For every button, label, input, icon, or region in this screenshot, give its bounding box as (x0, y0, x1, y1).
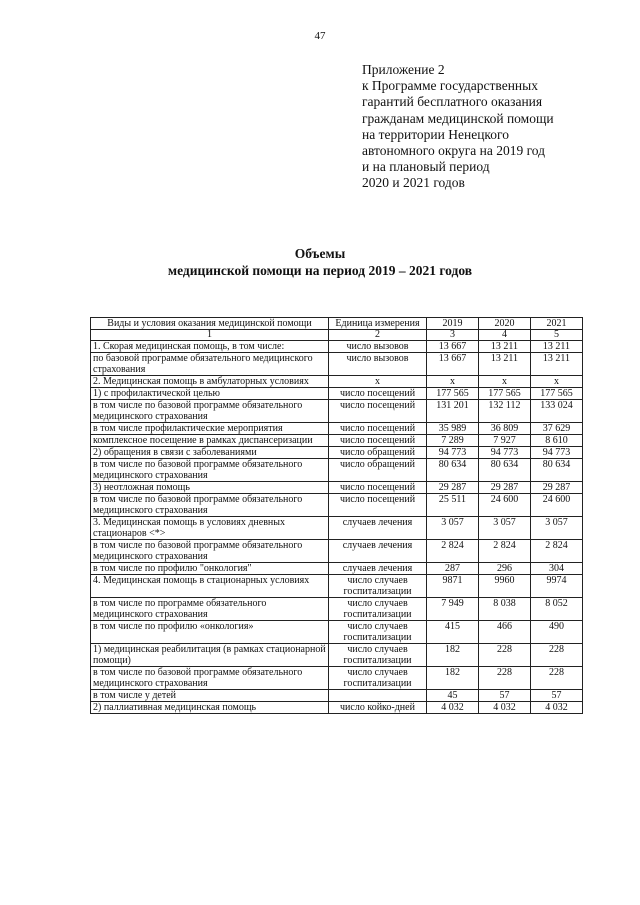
unit-cell: число посещений (329, 388, 427, 400)
value-2020-cell: 4 032 (479, 702, 531, 714)
column-number: 4 (479, 330, 531, 341)
value-2020-cell: 9960 (479, 575, 531, 598)
unit-cell: число посещений (329, 494, 427, 517)
appendix-line: на территории Ненецкого (362, 126, 510, 142)
value-2021-cell: 3 057 (531, 517, 583, 540)
column-number-row (91, 330, 583, 341)
unit-cell: случаев лечения (329, 517, 427, 540)
value-2019-cell: 287 (427, 563, 479, 575)
value-2019-cell: 182 (427, 667, 479, 690)
unit-cell: число койко-дней (329, 702, 427, 714)
table-row (91, 563, 583, 575)
value-2019-cell: 2 824 (427, 540, 479, 563)
value-2021-cell: 4 032 (531, 702, 583, 714)
table-row (91, 494, 583, 517)
value-2020-cell: 8 038 (479, 598, 531, 621)
value-2021-cell: 228 (531, 644, 583, 667)
value-2021-cell: 13 211 (531, 341, 583, 353)
type-cell: в том числе по базовой программе обязательного медицинского страхования (91, 459, 329, 482)
value-2019-cell: х (427, 376, 479, 388)
header-cell: Единица измерения (329, 318, 427, 330)
title-line: Объемы (294, 246, 346, 261)
value-2021-cell: 8 052 (531, 598, 583, 621)
type-cell: 2) паллиативная медицинская помощь (91, 702, 329, 714)
value-2019-cell: 7 949 (427, 598, 479, 621)
value-2020-cell: 296 (479, 563, 531, 575)
header-cell: 2019 (427, 318, 479, 330)
value-2021-cell: 37 629 (531, 423, 583, 435)
table-row (91, 353, 583, 376)
type-cell: 2. Медицинская помощь в амбулаторных условиях (91, 376, 329, 388)
value-2021-cell: 133 024 (531, 400, 583, 423)
column-number: 5 (531, 330, 583, 341)
type-cell: в том числе профилактические мероприятия (91, 423, 329, 435)
table-body (91, 341, 583, 714)
unit-cell: х (329, 376, 427, 388)
type-cell: 1) с профилактической целью (91, 388, 329, 400)
unit-cell: случаев лечения (329, 563, 427, 575)
value-2021-cell: х (531, 376, 583, 388)
type-cell: 1) медицинская реабилитация (в рамках стационарной помощи) (91, 644, 329, 667)
type-cell: в том числе по профилю "онкология" (91, 563, 329, 575)
value-2019-cell: 7 289 (427, 435, 479, 447)
unit-cell: число случаев госпитализации (329, 667, 427, 690)
unit-cell: число вызовов (329, 353, 427, 376)
table-row (91, 447, 583, 459)
table-header-row (91, 318, 583, 330)
appendix-line: гражданам медицинской помощи (362, 110, 554, 126)
value-2019-cell: 45 (427, 690, 479, 702)
value-2021-cell: 228 (531, 667, 583, 690)
value-2021-cell: 9974 (531, 575, 583, 598)
table-row (91, 575, 583, 598)
unit-cell: число вызовов (329, 341, 427, 353)
unit-cell: число случаев госпитализации (329, 644, 427, 667)
type-cell: в том числе у детей (91, 690, 329, 702)
column-number: 1 (91, 330, 329, 341)
type-cell: 1. Скорая медицинская помощь, в том числе: (91, 341, 329, 353)
value-2021-cell: 8 610 (531, 435, 583, 447)
type-cell: 3. Медицинская помощь в условиях дневных стационаров <*> (91, 517, 329, 540)
value-2019-cell: 131 201 (427, 400, 479, 423)
value-2021-cell: 29 287 (531, 482, 583, 494)
value-2019-cell: 94 773 (427, 447, 479, 459)
volumes-table (90, 317, 583, 714)
column-number: 2 (329, 330, 427, 341)
unit-cell: число случаев госпитализации (329, 575, 427, 598)
value-2021-cell: 80 634 (531, 459, 583, 482)
unit-cell (329, 690, 427, 702)
type-cell: в том числе по программе обязательного медицинского страхования (91, 598, 329, 621)
value-2020-cell: 228 (479, 644, 531, 667)
value-2020-cell: 2 824 (479, 540, 531, 563)
table-row (91, 400, 583, 423)
table-row (91, 482, 583, 494)
value-2021-cell: 57 (531, 690, 583, 702)
value-2020-cell: 13 211 (479, 341, 531, 353)
table-row (91, 423, 583, 435)
value-2019-cell: 177 565 (427, 388, 479, 400)
value-2021-cell: 177 565 (531, 388, 583, 400)
title-line: медицинской помощи на период 2019 – 2021 годов (167, 263, 473, 278)
appendix-line: к Программе государственных (362, 78, 538, 94)
value-2019-cell: 3 057 (427, 517, 479, 540)
table-row (91, 341, 583, 353)
value-2020-cell: 24 600 (479, 494, 531, 517)
type-cell: по базовой программе обязательного медицинского страхования (91, 353, 329, 376)
unit-cell: число посещений (329, 482, 427, 494)
value-2020-cell: 177 565 (479, 388, 531, 400)
value-2020-cell: 466 (479, 621, 531, 644)
table-row (91, 459, 583, 482)
table-row (91, 435, 583, 447)
unit-cell: число обращений (329, 459, 427, 482)
value-2021-cell: 304 (531, 563, 583, 575)
value-2019-cell: 35 989 (427, 423, 479, 435)
value-2020-cell: 132 112 (479, 400, 531, 423)
appendix-line: Приложение 2 (362, 62, 445, 77)
value-2020-cell: х (479, 376, 531, 388)
type-cell: 3) неотложная помощь (91, 482, 329, 494)
value-2020-cell: 228 (479, 667, 531, 690)
unit-cell: число случаев госпитализации (329, 598, 427, 621)
value-2021-cell: 13 211 (531, 353, 583, 376)
unit-cell: число посещений (329, 423, 427, 435)
type-cell: 4. Медицинская помощь в стационарных условиях (91, 575, 329, 598)
table-row (91, 598, 583, 621)
table-row (91, 376, 583, 388)
table-row (91, 702, 583, 714)
type-cell: в том числе по профилю «онкология» (91, 621, 329, 644)
value-2020-cell: 80 634 (479, 459, 531, 482)
value-2019-cell: 182 (427, 644, 479, 667)
table-row (91, 621, 583, 644)
header-cell: 2021 (531, 318, 583, 330)
table-row (91, 644, 583, 667)
value-2019-cell: 13 667 (427, 341, 479, 353)
column-number: 3 (427, 330, 479, 341)
unit-cell: число посещений (329, 435, 427, 447)
header-cell: Виды и условия оказания медицинской помощи (91, 318, 329, 330)
type-cell: в том числе по базовой программе обязательного медицинского страхования (91, 494, 329, 517)
value-2021-cell: 490 (531, 621, 583, 644)
table-row (91, 388, 583, 400)
value-2019-cell: 4 032 (427, 702, 479, 714)
value-2021-cell: 24 600 (531, 494, 583, 517)
value-2020-cell: 94 773 (479, 447, 531, 459)
value-2019-cell: 25 511 (427, 494, 479, 517)
value-2021-cell: 2 824 (531, 540, 583, 563)
appendix-line: 2020 и 2021 годов (362, 175, 465, 191)
appendix-line: автономного округа на 2019 год (362, 143, 545, 159)
type-cell: комплексное посещение в рамках диспансеризации (91, 435, 329, 447)
value-2020-cell: 57 (479, 690, 531, 702)
unit-cell: число случаев госпитализации (329, 621, 427, 644)
type-cell: в том числе по базовой программе обязательного медицинского страхования (91, 667, 329, 690)
value-2019-cell: 29 287 (427, 482, 479, 494)
value-2020-cell: 36 809 (479, 423, 531, 435)
value-2019-cell: 80 634 (427, 459, 479, 482)
value-2020-cell: 3 057 (479, 517, 531, 540)
value-2020-cell: 7 927 (479, 435, 531, 447)
value-2020-cell: 13 211 (479, 353, 531, 376)
table-row (91, 690, 583, 702)
page-number: 47 (314, 30, 326, 42)
unit-cell: случаев лечения (329, 540, 427, 563)
value-2021-cell: 94 773 (531, 447, 583, 459)
value-2019-cell: 415 (427, 621, 479, 644)
document-title (0, 245, 640, 279)
type-cell: 2) обращения в связи с заболеваниями (91, 447, 329, 459)
appendix-block (362, 62, 554, 192)
table-row (91, 540, 583, 563)
value-2020-cell: 29 287 (479, 482, 531, 494)
header-cell: 2020 (479, 318, 531, 330)
appendix-line: гарантий бесплатного оказания (362, 94, 543, 110)
value-2019-cell: 9871 (427, 575, 479, 598)
appendix-line: и на плановый период (362, 159, 490, 175)
value-2019-cell: 13 667 (427, 353, 479, 376)
table-row (91, 667, 583, 690)
unit-cell: число обращений (329, 447, 427, 459)
table-row (91, 517, 583, 540)
type-cell: в том числе по базовой программе обязательного медицинского страхования (91, 540, 329, 563)
type-cell: в том числе по базовой программе обязательного медицинского страхования (91, 400, 329, 423)
unit-cell: число посещений (329, 400, 427, 423)
